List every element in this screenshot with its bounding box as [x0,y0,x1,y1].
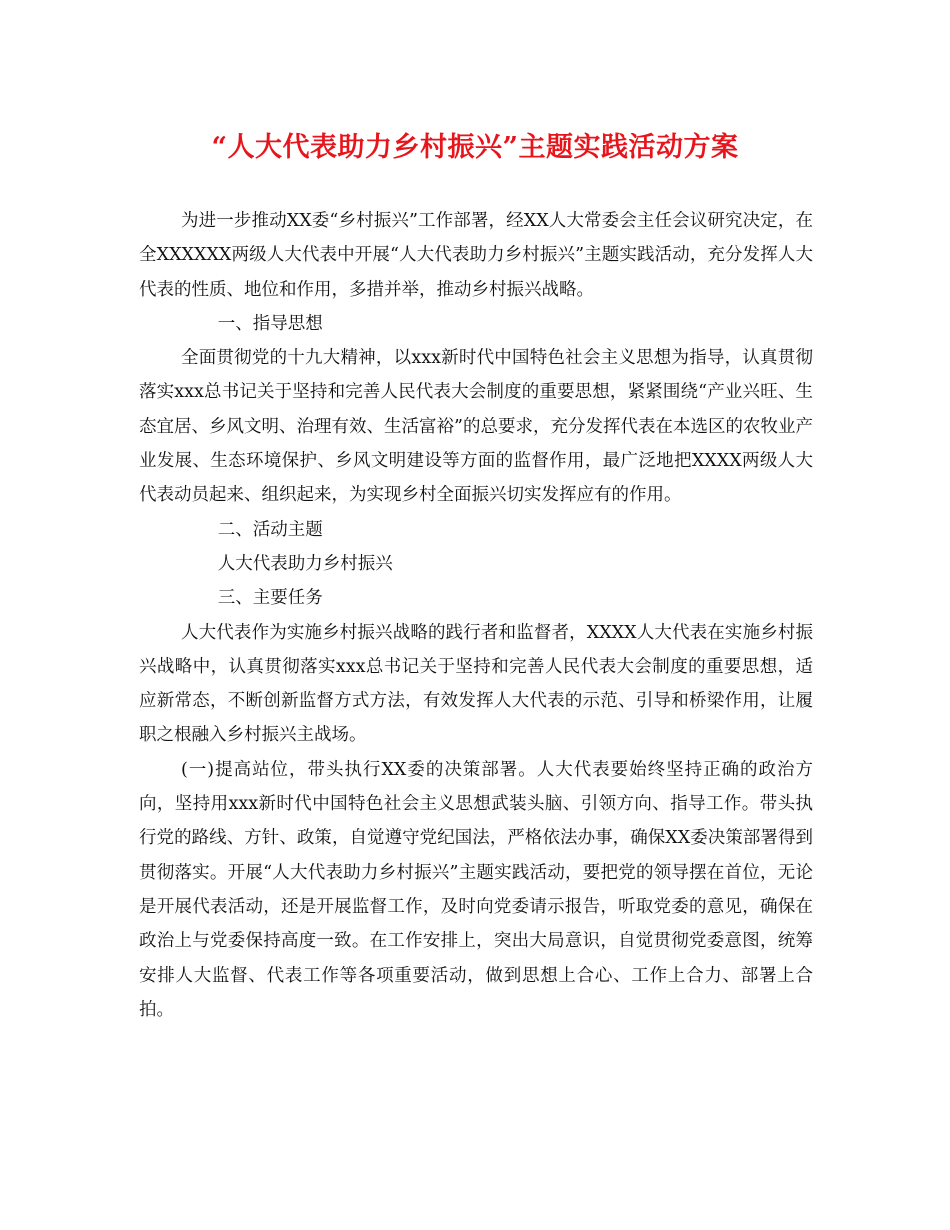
main-tasks-paragraph: 人大代表作为实施乡村振兴战略的践行者和监督者，XXXX人大代表在实施乡村振兴战略中，认真贯彻落实xxx总书记关于坚持和完善人民代表大会制度的重要思想，适应新常态，不断创新监督方式方法，有效发挥人大代表的示范、引导和桥梁作用，让履职之根融入乡村振兴主战场。 [139,622,813,746]
section-heading-activity-theme: 二、活动主题 [217,519,323,540]
document-title: “人大代表助力乡村振兴”主题实践活动方案 [211,132,739,163]
document-body [139,204,813,1027]
activity-theme-text: 人大代表助力乡村振兴 [217,553,393,574]
task-one-paragraph: (一)提高站位，带头执行XX委的决策部署。人大代表要始终坚持正确的政治方向，坚持用xxx新时代中国特色社会主义思想武装头脑、引领方向、指导工作。带头执行党的路线、方针、政策，自觉遵守党纪国法，严格依法办事，确保XX委决策部署得到贯彻落实。开展“人大代表助力乡村振兴”主题实践活动，要把党的领导摆在首位，无论是开展代表活动，还是开展监督工作，及时向党委请示报告，听取党委的意见，确保在政治上与党委保持高度一致。在工作安排上，突出大局意识，自觉贯彻党委意图，统筹安排人大监督、代表工作等各项重要活动，做到思想上合心、工作上合力、部署上合拍。 [139,759,813,1020]
section-heading-main-tasks: 三、主要任务 [217,588,323,609]
intro-paragraph: 为进一步推动XX委“乡村振兴”工作部署，经XX人大常委会主任会议研究决定，在全XXXXXX两级人大代表中开展“人大代表助力乡村振兴”主题实践活动，充分发挥人大代表的性质、地位和作用，多措并举，推动乡村振兴战略。 [139,211,813,300]
guiding-thought-paragraph: 全面贯彻党的十九大精神，以xxx新时代中国特色社会主义思想为指导，认真贯彻落实xxx总书记关于坚持和完善人民代表大会制度的重要思想，紧紧围绕“产业兴旺、生态宜居、乡风文明、治理有效、生活富裕”的总要求，充分发挥代表在本选区的农牧业产业发展、生态环境保护、乡风文明建设等方面的监督作用，最广泛地把XXXX两级人大代表动员起来、组织起来，为实现乡村全面振兴切实发挥应有的作用。 [139,348,813,506]
section-heading-guiding-thought: 一、指导思想 [217,313,323,334]
